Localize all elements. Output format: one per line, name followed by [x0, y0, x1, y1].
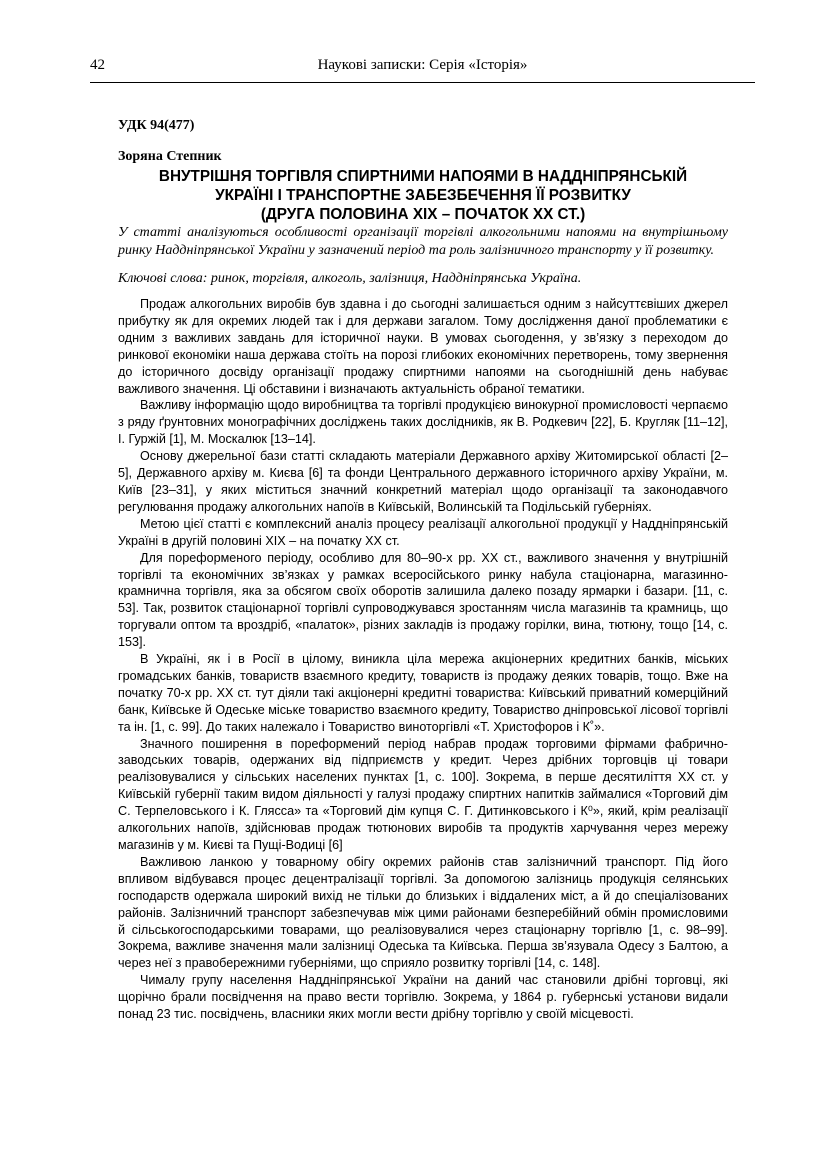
header-divider — [90, 82, 755, 83]
udk-code: УДК 94(477) — [118, 118, 195, 133]
page-number: 42 — [90, 57, 105, 73]
body-paragraph: Важливу інформацію щодо виробництва та торгівлі продукцією винокурної промисловості черпаємо з ряду ґрунтовних монографічних досліджень таких дослідників, як В. Родкевич [22], Б. Кругляк [11–12], І. Гуржій [1], М. Москалюк [13–14]. — [118, 398, 728, 447]
title-line: УКРАЇНІ І ТРАНСПОРТНЕ ЗАБЕЗБЕЧЕННЯ ЇЇ РОЗВИТКУ — [215, 187, 631, 204]
article-title — [118, 167, 728, 224]
author-name: Зоряна Степник — [118, 149, 222, 164]
body-paragraph: Важливою ланкою у товарному обігу окремих районів став залізничний транспорт. Під його впливом відбувався процес децентралізації торгівлі. За допомогою залізниць продукція селянських господарств одержала широкий вихід не тільки до близьких і віддалених міст, а й до спеціалізованих районів. Залізничний транспорт забезпечував між цими районами безперебійний обмін промисловими й сільськогосподарськими товарами, що реалізовувалися через стаціонарну торгівлю [1, с. 98–99]. Зокрема, важливе значення мали залізниці Одеська та Київська. Перша зв’язувала Одесу з Балтою, а через неї з правобережними губерніями, що сприяло розвитку торгівлі [14, с. 148]. — [118, 854, 728, 971]
keywords: Ключові слова: ринок, торгівля, алкоголь, залізниця, Наддніпрянська Україна. — [118, 271, 582, 286]
body-paragraph: Основу джерельної бази статті складають матеріали Державного архіву Житомирської області [2–5], Державного архіву м. Києва [6] та фонди Центрального державного історичного архіву України, м. Київ [23–31], у яких міститься значний конкретний матеріал щодо організації та законодавчого регулювання продажу алкогольних напоїв в Київській, Волинській та Подільській губерніях. — [118, 449, 728, 514]
body-paragraph: Продаж алкогольних виробів був здавна і до сьогодні залишається одним з найсуттєвіших джерел прибутку як для окремих людей так і для держави загалом. Тому дослідження даної проблематики є одним з важливих завдань для історичної науки. В умовах сьогодення, у зв’язку з переходом до ринкової економіки наша держава стоїть на порозі глибоких економічних перетворень, тому звернення до історичного досвіду організації продажу спиртними напоями на сьогоднішній день набуває важливого значення. Ці обставини і визначають актуальність обраної тематики. — [118, 297, 728, 396]
body-paragraph: Для пореформеного періоду, особливо для 80–90-х рр. ХХ ст., важливого значення у внутрішній торгівлі та економічних зв’язках у рамках всеросійського ринку набула стаціонарна, магазинно-крамнична торгівля, яка за обсягом своїх оборотів залишила далеко позаду ярмарки і базари. [11, с. 53]. Так, розвиток стаціонарної торгівлі супроводжувався зростанням числа магазинів та крамниць, що торгували оптом та вроздріб, «палаток», різних закладів із продажу горілки, вина, тютюну, тощо [14, с. 153]. — [118, 550, 728, 650]
journal-title: Наукові записки: Серія «Історія» — [317, 57, 528, 73]
title-line: (ДРУГА ПОЛОВИНА ХІХ – ПОЧАТОК ХХ СТ.) — [260, 206, 586, 223]
body-paragraph: Метою цієї статті є комплексний аналіз процесу реалізації алкогольної продукції у Наддніпрянській Україні в другій половині ХІХ – на початку ХХ ст. — [118, 516, 728, 548]
title-line: ВНУТРІШНЯ ТОРГІВЛЯ СПИРТНИМИ НАПОЯМИ В НАДДНІПРЯНСЬКІЙ — [158, 168, 688, 185]
body-paragraph: В Україні, як і в Росії в цілому, виникла ціла мережа акціонерних кредитних банків, міських громадських банків, товариств взаємного кредиту, товариств із продажу деяких товарів, тощо. Вже на початку 70-х рр. ХХ ст. тут діяли такі акціонерні кредитні товариства: Київський приватний комерційний банк, Київське й Одеське міське товариство взаємного кредиту, Товариство дніпровської лісової торгівлі та ін. [1, с. 99]. До таких належало і Товариство виноторгівлі «Т. Христофоров і К˚». — [118, 652, 728, 734]
article — [118, 117, 728, 1023]
body-paragraph: Значного поширення в пореформений період набрав продаж торговими фірмами фабрично-заводських товарів, одержаних від підприємств у кредит. Через дрібних торговців ці товари реалізовувалися у сільських населених пунктах [1, с. 100]. Зокрема, в перше десятиліття ХХ ст. у Київській губернії таким видом діяльності у галузі продажу спиртних напитків займалися «Торговий дім С. Терпеловського і К. Глясса» та «Торговий дім купця С. Г. Дитинковського і К⁰», який, крім реалізації алкогольних напоїв, здійснював продаж тютюнових виробів та продуктів харчування через мережу магазинів у м. Києві та Пущі-Водиці [6] — [118, 736, 728, 852]
abstract: У статті аналізуються особливості організації торгівлі алкогольними напоями на внутрішньому ринку Наддніпрянської України у зазначений період та роль залізничного транспорту у її розвитку. — [118, 225, 728, 258]
body-paragraph: Чималу групу населення Наддніпрянської України на даний час становили дрібні торговці, які щорічно брали посвідчення на право вести торгівлю. Зокрема, у 1864 р. губернські установи видали понад 23 тис. посвідчень, власники яких могли вести дрібну торгівлю у своїй місцевості. — [118, 973, 728, 1022]
page-header — [90, 57, 755, 79]
article-body — [118, 296, 728, 1023]
